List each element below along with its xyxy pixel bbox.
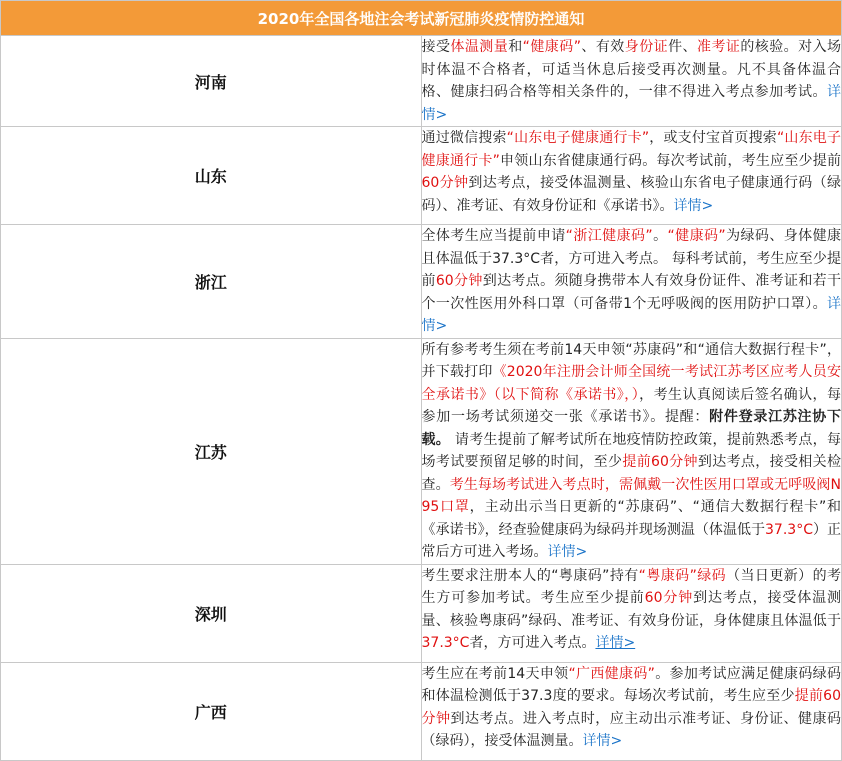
highlighted-text: 60分钟 xyxy=(421,175,469,191)
highlighted-text: 提前60分钟 xyxy=(622,454,698,470)
notice-segment: 到达考点。进入考点时，应主动出示准考证、身份证、健康码（绿码），接受体温测量。 xyxy=(421,710,842,749)
region-notice-zhejiang xyxy=(421,225,842,339)
notice-segment: 全体考生应当提前申请 xyxy=(421,228,566,244)
region-name-jiangsu: 江苏 xyxy=(1,338,422,564)
notice-segment: 到达考点，接受相关检查。 xyxy=(421,454,841,493)
notice-segment: 接受 xyxy=(421,39,451,55)
table-title: 2020年全国各地注会考试新冠肺炎疫情防控通知 xyxy=(1,1,842,36)
region-name-zhejiang: 浙江 xyxy=(1,225,422,339)
notice-segment: 为绿码、身体健康且体温低于37.3°C者，方可进入考点。 每科考试前，考生应至少提前 xyxy=(421,228,841,289)
notice-segment: ）正常后方可进入考场。 xyxy=(421,521,842,560)
highlighted-text: 60分钟 xyxy=(644,590,694,606)
bold-text: 附件登录江苏注协下载。 xyxy=(421,409,842,448)
highlighted-text: “山东电子健康通行卡” xyxy=(506,130,650,146)
highlighted-text: “广西健康码” xyxy=(568,665,655,682)
highlighted-text: 提前60分钟 xyxy=(421,688,841,727)
detail-link-shenzhen[interactable]: 详情> xyxy=(595,635,636,651)
notice-text xyxy=(422,666,842,750)
highlighted-text: “山东电子健康通行卡” xyxy=(421,130,841,169)
notice-segment: 所有参考考生须在考前14天申领“苏康码”和“通信大数据行程卡”，并下载打印 xyxy=(421,341,841,380)
notice-segment: ，或支付宝首页搜索 xyxy=(649,130,777,146)
highlighted-text: 考生每场考试进入考点时，需佩戴一次性医用口罩或无呼吸阀N95口罩 xyxy=(421,476,841,515)
region-notice-jiangsu xyxy=(421,338,842,564)
highlighted-text: 60分钟 xyxy=(435,273,483,289)
notice-segment: ，考生认真阅读后签名确认，每参加一场考试须递交一张《承诺书》。提醒： xyxy=(421,386,842,425)
notice-segment: ，主动出示当日更新的“苏康码”、“通信大数据行程卡”和《承诺书》，经查验健康码为绿码并现场测温（体温低于 xyxy=(421,499,841,538)
highlighted-text: 体温测量 xyxy=(450,39,509,55)
notice-segment: 请考生提前了解考试所在地疫情防控政策，提前熟悉考点，每场考试要预留足够的时间，至少 xyxy=(421,431,841,470)
notice-segment: 者，方可进入考点。 xyxy=(469,635,596,651)
highlighted-text: 《2020年注册会计师全国统一考试江苏考区应考人员安全承诺书》（以下简称《承诺书》，） xyxy=(421,364,841,403)
region-notice-shenzhen xyxy=(421,564,842,662)
table-row xyxy=(1,338,842,564)
table-row xyxy=(1,36,842,127)
region-notice-guangxi xyxy=(421,662,842,760)
notice-text xyxy=(422,342,842,561)
table-row xyxy=(1,127,842,225)
highlighted-text: “健康码” xyxy=(522,39,581,55)
highlighted-text: 37.3°C xyxy=(421,635,470,651)
detail-link-guangxi[interactable]: 详情> xyxy=(582,733,623,749)
highlighted-text: 准考证 xyxy=(697,39,741,55)
region-name-guangxi: 广西 xyxy=(1,662,422,760)
highlighted-text: 身份证 xyxy=(624,39,669,55)
notice-segment: 通过微信搜索 xyxy=(421,130,507,146)
detail-link-zhejiang[interactable]: 详情> xyxy=(421,295,841,334)
notice-text xyxy=(422,130,842,214)
highlighted-text: “粤康码”绿码 xyxy=(638,567,727,584)
notice-segment: 到达考点，接受体温测量、核验粤康码”绿码、准考证、有效身份证，身体健康且体温低于 xyxy=(421,590,841,629)
detail-link-jiangsu[interactable]: 详情> xyxy=(547,544,588,560)
highlighted-text: “浙江健康码” xyxy=(565,228,653,244)
notice-segment: 考生要求注册本人的“粤康码”持有 xyxy=(421,567,639,584)
detail-link-shandong[interactable]: 详情> xyxy=(673,197,714,214)
region-notice-henan xyxy=(421,36,842,127)
notice-segment: 考生应在考前14天申领 xyxy=(421,665,569,682)
notice-segment: 的核验。对入场时体温不合格者，可适当休息后接受再次测量。凡不具备体温合格、健康扫码合格等相关条件的，一律不得进入考点参加考试。 xyxy=(421,39,842,100)
highlighted-text: “健康码” xyxy=(667,228,726,244)
notice-text xyxy=(422,39,842,100)
notice-segment: 和 xyxy=(508,39,523,55)
notice-segment: 。参加考试应满足健康码绿码和体温检测低于37.3度的要求。每场次考试前，考生应至少 xyxy=(421,665,841,704)
notice-text xyxy=(422,228,842,312)
table-row xyxy=(1,662,842,760)
region-name-shandong: 山东 xyxy=(1,127,422,225)
notice-segment: 到达考点，接受体温测量、核验山东省电子健康通行码（绿码）、准考证、有效身份证和《承诺书》。 xyxy=(421,175,841,214)
notice-segment: 到达考点。须随身携带本人有效身份证件、准考证和若干个一次性医用外科口罩（可备带1个无呼吸阀的医用防护口罩）。 xyxy=(421,273,842,312)
region-notice-shandong xyxy=(421,127,842,225)
notice-segment: 、有效 xyxy=(580,39,625,55)
notice-segment: 。 xyxy=(652,228,668,244)
highlighted-text: 37.3°C xyxy=(765,521,813,538)
notice-segment: （当日更新）的考生方可参加考试。考生应至少提前 xyxy=(421,567,841,606)
region-name-shenzhen: 深圳 xyxy=(1,564,422,662)
notice-segment: 件、 xyxy=(668,39,697,55)
notice-segment: 申领山东省健康通行码。每次考试前，考生应至少提前 xyxy=(499,152,841,169)
table-row xyxy=(1,225,842,339)
region-name-henan: 河南 xyxy=(1,36,422,127)
table-row xyxy=(1,564,842,662)
detail-link-henan[interactable]: 详情> xyxy=(421,84,841,123)
